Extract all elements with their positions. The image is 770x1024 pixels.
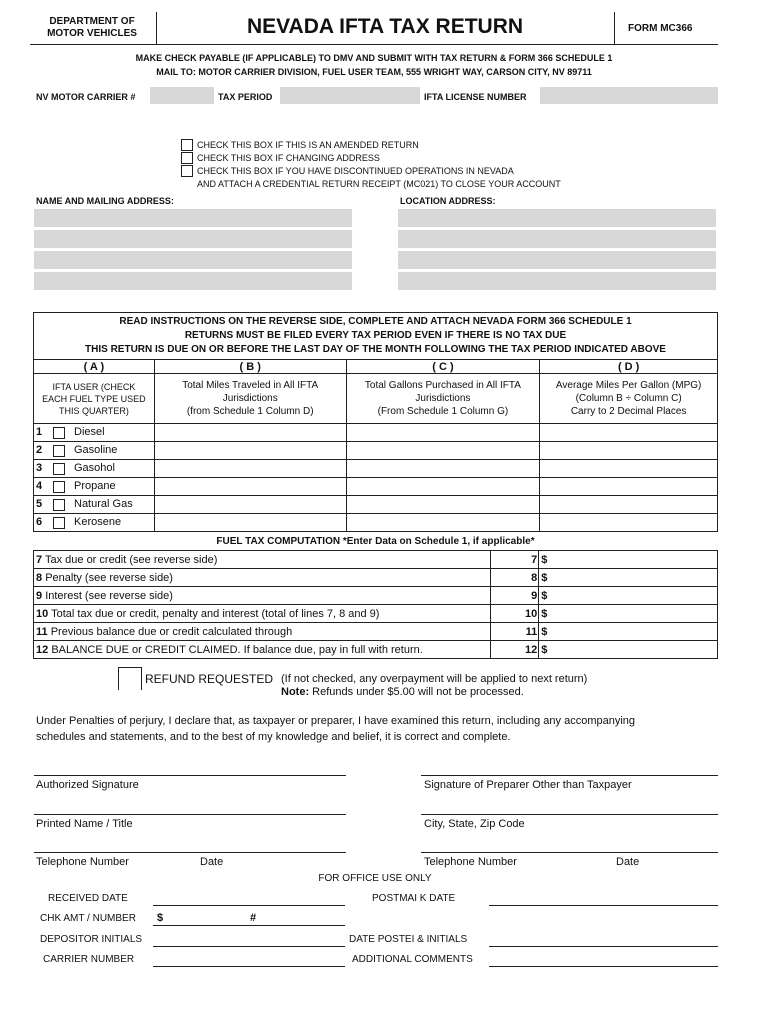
column-c-letter: ( C ) xyxy=(346,360,540,374)
column-d-header-line: (Column B ÷ Column C) xyxy=(575,393,682,404)
form-title: NEVADA IFTA TAX RETURN xyxy=(246,15,524,38)
telephone-label-right: Telephone Number xyxy=(424,856,517,868)
fuel-row xyxy=(34,514,718,532)
computation-line-label: Tax due or credit (see reverse side) xyxy=(44,553,218,566)
column-c-header-line: Total Gallons Purchased in All IFTA xyxy=(364,380,521,391)
computation-ref: 7 xyxy=(531,553,538,566)
location-address-label: LOCATION ADDRESS: xyxy=(400,196,496,206)
location-address-line[interactable] xyxy=(398,251,716,269)
authorized-signature-field[interactable] xyxy=(34,775,346,776)
refund-requested-label: REFUND REQUESTED xyxy=(145,672,274,686)
location-address-line[interactable] xyxy=(398,272,716,290)
form-number: FORM MC366 xyxy=(628,23,693,34)
discontinued-label-2: AND ATTACH A CREDENTIAL RETURN RECEIPT (MC021) TO CLOSE YOUR ACCOUNT xyxy=(197,179,561,189)
computation-ref-cell xyxy=(491,605,539,623)
notice-box xyxy=(33,312,718,361)
refund-note-label: Note: xyxy=(281,686,310,698)
received-date-field[interactable] xyxy=(153,905,345,906)
mpg-input[interactable] xyxy=(540,460,718,478)
column-b-header-line: (from Schedule 1 Column D) xyxy=(186,406,314,417)
column-letter-row xyxy=(34,360,718,374)
header-divider-left xyxy=(156,12,157,44)
fuel-row xyxy=(34,460,718,478)
gallons-input[interactable] xyxy=(346,514,540,532)
department-line-1: DEPARTMENT OF xyxy=(49,16,135,27)
column-c-header-line: Jurisdictions xyxy=(415,393,471,404)
computation-label-cell xyxy=(34,551,491,569)
amended-return-label: CHECK THIS BOX IF THIS IS AN AMENDED RETURN xyxy=(197,140,419,150)
gallons-input[interactable] xyxy=(346,442,540,460)
fuel-type-checkbox[interactable] xyxy=(53,499,65,511)
additional-comments-field[interactable] xyxy=(489,966,718,967)
depositor-initials-label: DEPOSITOR INITIALS xyxy=(40,934,143,945)
computation-label-cell xyxy=(34,569,491,587)
telephone-label-left: Telephone Number xyxy=(36,856,129,868)
additional-comments-label: ADDITIONAL COMMENTS xyxy=(352,954,473,965)
computation-line-number: 8 xyxy=(36,571,43,584)
tax-period-label: TAX PERIOD xyxy=(218,92,273,102)
miles-input[interactable] xyxy=(154,514,346,532)
miles-input[interactable] xyxy=(154,424,346,442)
fuel-row-number: 1 xyxy=(36,426,43,438)
received-date-label: RECEIVED DATE xyxy=(48,893,128,904)
computation-line-number: 11 xyxy=(36,625,48,638)
fuel-type-name: Kerosene xyxy=(74,516,122,528)
computation-ref-cell xyxy=(491,641,539,659)
fuel-row-number: 4 xyxy=(36,480,43,492)
gallons-input[interactable] xyxy=(346,424,540,442)
authorized-signature-label: Authorized Signature xyxy=(36,779,139,791)
fuel-row-number: 3 xyxy=(36,462,43,474)
discontinued-checkbox[interactable] xyxy=(181,165,193,177)
postmark-date-label: POSTMAI K DATE xyxy=(372,893,456,904)
computation-row xyxy=(34,605,718,623)
mailing-address-line[interactable] xyxy=(34,272,352,290)
computation-label-cell xyxy=(34,623,491,641)
column-a-header-line: IFTA USER (CHECK xyxy=(52,381,136,392)
refund-note-text: Refunds under $5.00 will not be processed. xyxy=(312,686,524,698)
address-change-label: CHECK THIS BOX IF CHANGING ADDRESS xyxy=(197,153,380,163)
notice-line-3: THIS RETURN IS DUE ON OR BEFORE THE LAST DAY OF THE MONTH FOLLOWING THE TAX PERIOD INDICATED ABOVE xyxy=(85,344,666,355)
fuel-row xyxy=(34,478,718,496)
computation-line-label: Interest (see reverse side) xyxy=(45,589,173,602)
fuel-type-name: Propane xyxy=(74,480,116,492)
ifta-license-input[interactable] xyxy=(540,87,718,104)
notice-line-2: RETURNS MUST BE FILED EVERY TAX PERIOD EVEN IF THERE IS NO TAX DUE xyxy=(184,330,567,341)
mailing-address-label: NAME AND MAILING ADDRESS: xyxy=(36,196,174,206)
refund-explanation: (If not checked, any overpayment will be applied to next return) xyxy=(281,673,588,685)
column-d-header-line: Carry to 2 Decimal Places xyxy=(570,406,687,417)
dollar-sign: $ xyxy=(541,607,548,620)
computation-line-number: 7 xyxy=(36,553,43,566)
fuel-row xyxy=(34,424,718,442)
fuel-row xyxy=(34,496,718,514)
miles-input[interactable] xyxy=(154,478,346,496)
perjury-declaration-line: Under Penalties of perjury, I declare that, as taxpayer or preparer, I have examined this return, including any accompanying xyxy=(36,715,636,727)
computation-amount-input[interactable] xyxy=(539,551,718,569)
column-c-header-line: (From Schedule 1 Column G) xyxy=(377,406,509,417)
fuel-type-checkbox[interactable] xyxy=(53,463,65,475)
fuel-type-checkbox[interactable] xyxy=(53,481,65,493)
carrier-number-office-field[interactable] xyxy=(153,966,345,967)
computation-line-label: Previous balance due or credit calculated through xyxy=(50,625,293,638)
computation-line-label: BALANCE DUE or CREDIT CLAIMED. If balance due, pay in full with return. xyxy=(51,643,423,656)
fuel-type-cell xyxy=(34,424,155,442)
fuel-row-number: 5 xyxy=(36,498,43,510)
depositor-initials-field[interactable] xyxy=(153,946,345,947)
date-label-right: Date xyxy=(616,856,640,868)
computation-ref-cell xyxy=(491,551,539,569)
mpg-input[interactable] xyxy=(540,478,718,496)
dollar-sign: $ xyxy=(541,625,548,638)
fuel-row-number: 2 xyxy=(36,444,43,456)
miles-input[interactable] xyxy=(154,442,346,460)
gallons-input[interactable] xyxy=(346,460,540,478)
computation-line-number: 12 xyxy=(36,643,49,656)
computation-row xyxy=(34,569,718,587)
dollar-sign: $ xyxy=(541,553,548,566)
computation-amount-input[interactable] xyxy=(539,605,718,623)
mpg-input[interactable] xyxy=(540,424,718,442)
computation-ref: 12 xyxy=(525,643,538,656)
computation-amount-input[interactable] xyxy=(539,569,718,587)
fuel-type-checkbox[interactable] xyxy=(53,517,65,529)
address-change-checkbox[interactable] xyxy=(181,152,193,164)
column-b-header-line: Jurisdictions xyxy=(222,393,278,404)
mailing-address-line[interactable] xyxy=(34,251,352,269)
dollar-sign: $ xyxy=(541,589,548,602)
city-state-zip-label: City, State, Zip Code xyxy=(424,818,525,830)
column-c-header xyxy=(346,374,540,424)
refund-requested-checkbox[interactable] xyxy=(118,667,142,690)
computation-label-cell xyxy=(34,587,491,605)
preparer-signature-field[interactable] xyxy=(421,775,718,776)
header-divider-right xyxy=(614,12,615,44)
location-address-line[interactable] xyxy=(398,209,716,227)
column-a-header xyxy=(34,374,155,424)
city-state-zip-field[interactable] xyxy=(421,814,718,815)
perjury-declaration-line: schedules and statements, and to the best of my knowledge and belief, it is correct and complete. xyxy=(36,731,511,743)
fuel-type-checkbox[interactable] xyxy=(53,427,65,439)
tax-period-input[interactable] xyxy=(280,87,420,104)
computation-label-cell xyxy=(34,641,491,659)
printed-name-label: Printed Name / Title xyxy=(36,818,133,830)
amended-return-checkbox[interactable] xyxy=(181,139,193,151)
office-use-title: FOR OFFICE USE ONLY xyxy=(318,873,432,884)
column-d-letter: ( D ) xyxy=(540,360,718,374)
computation-amount-input[interactable] xyxy=(539,623,718,641)
computation-amount-input[interactable] xyxy=(539,587,718,605)
column-b-header-line: Total Miles Traveled in All IFTA xyxy=(182,380,319,391)
header-underline xyxy=(30,44,718,45)
computation-row xyxy=(34,551,718,569)
date-posted-label: DATE POSTEI & INITIALS xyxy=(349,934,468,945)
postmark-date-field[interactable] xyxy=(489,905,718,906)
location-address-line[interactable] xyxy=(398,230,716,248)
column-a-letter: ( A ) xyxy=(34,360,155,374)
carrier-number-office-label: CARRIER NUMBER xyxy=(43,954,135,965)
dollar-sign: $ xyxy=(541,571,548,584)
column-d-header-line: Average Miles Per Gallon (MPG) xyxy=(555,380,702,391)
computation-ref: 8 xyxy=(531,571,538,584)
ifta-license-label: IFTA LICENSE NUMBER xyxy=(424,92,527,102)
telephone-date-field-right[interactable] xyxy=(421,852,718,853)
computation-row xyxy=(34,641,718,659)
column-header-row xyxy=(34,374,718,424)
gallons-input[interactable] xyxy=(346,478,540,496)
computation-row xyxy=(34,623,718,641)
miles-input[interactable] xyxy=(154,496,346,514)
fuel-type-name: Gasohol xyxy=(74,462,115,474)
computation-ref-cell xyxy=(491,569,539,587)
fuel-type-checkbox[interactable] xyxy=(53,445,65,457)
discontinued-label: CHECK THIS BOX IF YOU HAVE DISCONTINUED OPERATIONS IN NEVADA xyxy=(197,166,514,176)
mailing-address-line[interactable] xyxy=(34,230,352,248)
column-a-header-line: THIS QUARTER) xyxy=(59,405,129,416)
printed-name-field[interactable] xyxy=(34,814,346,815)
notice-line-1: READ INSTRUCTIONS ON THE REVERSE SIDE, COMPLETE AND ATTACH NEVADA FORM 366 SCHEDULE 1 xyxy=(119,316,632,327)
computation-ref-cell xyxy=(491,587,539,605)
fuel-row-number: 6 xyxy=(36,516,43,528)
computation-amount-input[interactable] xyxy=(539,641,718,659)
fuel-type-cell xyxy=(34,478,155,496)
check-number-hash: # xyxy=(250,912,257,924)
mpg-input[interactable] xyxy=(540,442,718,460)
carrier-number-input[interactable] xyxy=(150,87,214,104)
perjury-declaration xyxy=(36,713,726,745)
miles-input[interactable] xyxy=(154,460,346,478)
mpg-input[interactable] xyxy=(540,514,718,532)
computation-ref-cell xyxy=(491,623,539,641)
computation-line-label: Total tax due or credit, penalty and interest (total of lines 7, 8 and 9) xyxy=(51,607,380,620)
check-amount-label: CHK AMT / NUMBER xyxy=(40,913,136,924)
payment-instruction: MAKE CHECK PAYABLE (IF APPLICABLE) TO DMV AND SUBMIT WITH TAX RETURN & FORM 366 SCHEDULE 1 xyxy=(135,53,613,63)
column-a-header-line: EACH FUEL TYPE USED xyxy=(42,393,146,404)
fuel-type-cell xyxy=(34,496,155,514)
computation-ref: 9 xyxy=(531,589,538,602)
carrier-number-label: NV MOTOR CARRIER # xyxy=(36,92,136,102)
gallons-input[interactable] xyxy=(346,496,540,514)
check-amount-dollar: $ xyxy=(157,912,164,924)
computation-line-label: Penalty (see reverse side) xyxy=(45,571,173,584)
fuel-type-cell xyxy=(34,460,155,478)
telephone-date-field-left[interactable] xyxy=(34,852,346,853)
fuel-type-name: Natural Gas xyxy=(74,498,133,510)
refund-note xyxy=(281,686,524,698)
fuel-row xyxy=(34,442,718,460)
department-name xyxy=(30,16,154,40)
computation-ref: 10 xyxy=(525,607,538,620)
preparer-signature-label: Signature of Preparer Other than Taxpayer xyxy=(424,779,632,791)
computation-label-cell xyxy=(34,605,491,623)
fuel-type-name: Diesel xyxy=(74,426,105,438)
computation-title: FUEL TAX COMPUTATION *Enter Data on Schedule 1, if applicable* xyxy=(216,536,535,547)
computation-line-number: 10 xyxy=(36,607,49,620)
fuel-type-cell xyxy=(34,442,155,460)
check-amount-field[interactable] xyxy=(153,925,345,926)
fuel-usage-table xyxy=(33,359,718,532)
computation-table xyxy=(33,550,718,659)
computation-ref: 11 xyxy=(525,625,538,638)
department-line-2: MOTOR VEHICLES xyxy=(47,28,137,39)
mpg-input[interactable] xyxy=(540,496,718,514)
computation-line-number: 9 xyxy=(36,589,43,602)
column-b-header xyxy=(154,374,346,424)
dollar-sign: $ xyxy=(541,643,548,656)
fuel-type-cell xyxy=(34,514,155,532)
date-posted-field[interactable] xyxy=(489,946,718,947)
date-label-left: Date xyxy=(200,856,224,868)
mailing-address-line[interactable] xyxy=(34,209,352,227)
computation-row xyxy=(34,587,718,605)
column-b-letter: ( B ) xyxy=(154,360,346,374)
mailing-instruction: MAIL TO: MOTOR CARRIER DIVISION, FUEL USER TEAM, 555 WRIGHT WAY, CARSON CITY, NV 89711 xyxy=(156,67,592,77)
fuel-type-name: Gasoline xyxy=(74,444,118,456)
column-d-header xyxy=(540,374,718,424)
